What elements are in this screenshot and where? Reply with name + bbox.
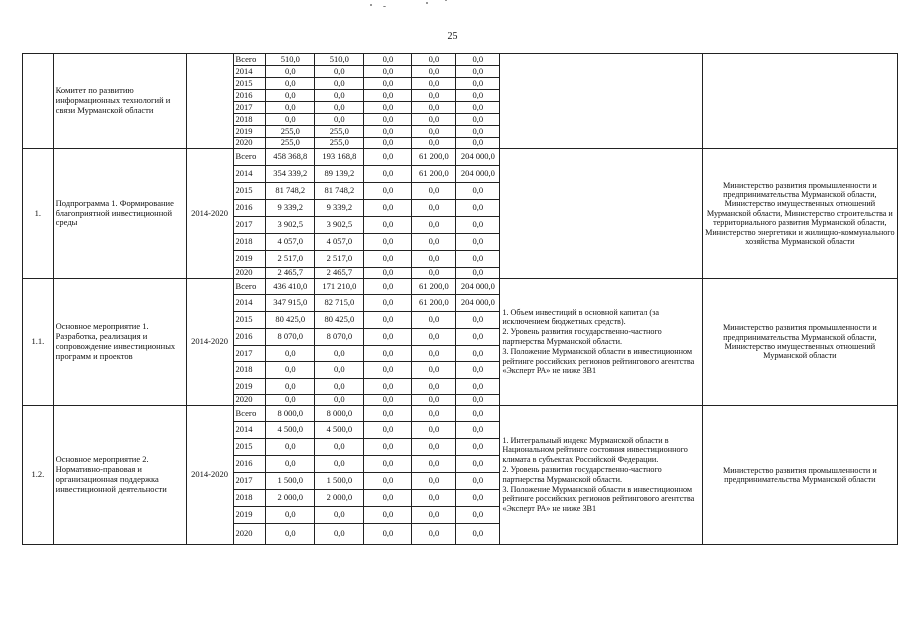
extrabudget-value: 204 000,0 (456, 166, 500, 183)
responsible-cell (702, 406, 897, 545)
indicators-cell-line: 1. Объем инвестиций в основной капитал (за исключением бюджетных средств). (502, 307, 660, 326)
federal-budget-value: 0,0 (364, 268, 412, 279)
federal-budget-value: 0,0 (364, 524, 412, 545)
regional-budget-value: 81 748,2 (315, 183, 364, 200)
federal-budget-value: 0,0 (364, 507, 412, 524)
indicators-cell-line: 2. Уровень развития государственно-частного партнерства Мурманской области. (502, 327, 662, 346)
responsible-cell (702, 279, 897, 406)
federal-budget-value: 0,0 (364, 406, 412, 422)
federal-budget-value: 0,0 (364, 439, 412, 456)
extrabudget-value: 204 000,0 (456, 279, 500, 295)
item-period: 2014-2020 (186, 149, 233, 279)
year-label: Всего (233, 279, 266, 295)
year-label: 2014 (233, 166, 266, 183)
year-label: 2019 (233, 126, 266, 138)
federal-budget-value: 0,0 (364, 166, 412, 183)
regional-budget-value: 0,0 (315, 507, 364, 524)
local-budget-value: 0,0 (412, 439, 456, 456)
extrabudget-value: 0,0 (456, 507, 500, 524)
local-budget-value: 0,0 (412, 524, 456, 545)
total-value: 2 000,0 (266, 490, 315, 507)
responsible-cell-line: Министерство развития промышленности и предпринимательства Мурманской области, Министерство имущественных отношений Мурманской области, Министерство строительства и территориального развития Мурманской области, Министерство энергетики и жилищно-коммунального хозяйства Мурманской области (705, 180, 895, 247)
extrabudget-value: 0,0 (456, 490, 500, 507)
local-budget-value: 0,0 (412, 200, 456, 217)
regional-budget-value: 0,0 (315, 395, 364, 406)
regional-budget-value: 1 500,0 (315, 473, 364, 490)
local-budget-value: 0,0 (412, 346, 456, 362)
year-label: 2015 (233, 439, 266, 456)
local-budget-value: 0,0 (412, 395, 456, 406)
regional-budget-value: 0,0 (315, 362, 364, 379)
extrabudget-value: 0,0 (456, 362, 500, 379)
year-label: 2020 (233, 395, 266, 406)
responsible-cell (702, 54, 897, 149)
year-label: 2014 (233, 422, 266, 439)
responsible-cell (702, 149, 897, 279)
item-name: Основное мероприятие 1. Разработка, реализация и сопровождение инвестиционных программ и проектов (53, 279, 186, 406)
program-table (22, 53, 898, 545)
local-budget-value: 0,0 (412, 329, 456, 346)
extrabudget-value: 204 000,0 (456, 295, 500, 312)
year-label: Всего (233, 406, 266, 422)
total-value: 0,0 (266, 507, 315, 524)
year-label: 2018 (233, 114, 266, 126)
regional-budget-value: 255,0 (315, 138, 364, 149)
federal-budget-value: 0,0 (364, 114, 412, 126)
local-budget-value: 0,0 (412, 251, 456, 268)
item-name: Подпрограмма 1. Формирование благоприятной инвестиционной среды (53, 149, 186, 279)
year-label: 2018 (233, 234, 266, 251)
regional-budget-value: 2 517,0 (315, 251, 364, 268)
indicators-cell-line: 3. Положение Мурманской области в инвестиционном рейтинге российских регионов рейтингового агентства «Эксперт РА» не ниже 3В1 (502, 484, 695, 513)
responsible-cell-line: Министерство развития промышленности и предпринимательства Мурманской области, Министерство имущественных отношений Мурманской области (722, 323, 877, 361)
federal-budget-value: 0,0 (364, 490, 412, 507)
total-value: 0,0 (266, 524, 315, 545)
year-label: 2016 (233, 200, 266, 217)
regional-budget-value: 0,0 (315, 90, 364, 102)
total-value: 0,0 (266, 114, 315, 126)
extrabudget-value: 0,0 (456, 346, 500, 362)
federal-budget-value: 0,0 (364, 217, 412, 234)
federal-budget-value: 0,0 (364, 295, 412, 312)
total-value: 436 410,0 (266, 279, 315, 295)
extrabudget-value: 0,0 (456, 422, 500, 439)
total-value: 81 748,2 (266, 183, 315, 200)
item-number (23, 54, 54, 149)
federal-budget-value: 0,0 (364, 149, 412, 166)
local-budget-value: 61 200,0 (412, 295, 456, 312)
regional-budget-value: 2 465,7 (315, 268, 364, 279)
local-budget-value: 0,0 (412, 490, 456, 507)
scan-speck (426, 2, 428, 4)
federal-budget-value: 0,0 (364, 66, 412, 78)
indicators-cell (500, 54, 702, 149)
federal-budget-value: 0,0 (364, 279, 412, 295)
year-label: 2016 (233, 456, 266, 473)
item-number: 1.1. (23, 279, 54, 406)
extrabudget-value: 0,0 (456, 439, 500, 456)
federal-budget-value: 0,0 (364, 78, 412, 90)
local-budget-value: 0,0 (412, 90, 456, 102)
federal-budget-value: 0,0 (364, 234, 412, 251)
total-value: 510,0 (266, 54, 315, 66)
year-label: 2016 (233, 329, 266, 346)
total-value: 0,0 (266, 346, 315, 362)
federal-budget-value: 0,0 (364, 456, 412, 473)
regional-budget-value: 4 057,0 (315, 234, 364, 251)
regional-budget-value: 0,0 (315, 456, 364, 473)
year-label: 2020 (233, 268, 266, 279)
table-row (23, 279, 898, 295)
year-label: 2019 (233, 379, 266, 395)
local-budget-value: 0,0 (412, 217, 456, 234)
federal-budget-value: 0,0 (364, 473, 412, 490)
indicators-cell-line: 1. Интегральный индекс Мурманской области в Национальном рейтинге состояния инвестиционного климата в субъектах Российской Федерации. (502, 435, 688, 464)
extrabudget-value: 0,0 (456, 66, 500, 78)
total-value: 1 500,0 (266, 473, 315, 490)
extrabudget-value: 0,0 (456, 406, 500, 422)
regional-budget-value: 8 070,0 (315, 329, 364, 346)
year-label: 2015 (233, 312, 266, 329)
regional-budget-value: 82 715,0 (315, 295, 364, 312)
total-value: 458 368,8 (266, 149, 315, 166)
regional-budget-value: 80 425,0 (315, 312, 364, 329)
federal-budget-value: 0,0 (364, 422, 412, 439)
federal-budget-value: 0,0 (364, 90, 412, 102)
local-budget-value: 0,0 (412, 473, 456, 490)
item-number: 1. (23, 149, 54, 279)
indicators-cell (500, 279, 702, 406)
local-budget-value: 0,0 (412, 406, 456, 422)
regional-budget-value: 255,0 (315, 126, 364, 138)
item-period: 2014-2020 (186, 406, 233, 545)
regional-budget-value: 3 902,5 (315, 217, 364, 234)
extrabudget-value: 0,0 (456, 114, 500, 126)
item-name: Комитет по развитию информационных технологий и связи Мурманской области (53, 54, 186, 149)
scan-speck (370, 4, 372, 6)
regional-budget-value: 8 000,0 (315, 406, 364, 422)
scan-speck (383, 6, 386, 7)
extrabudget-value: 0,0 (456, 78, 500, 90)
year-label: 2019 (233, 251, 266, 268)
year-label: 2020 (233, 524, 266, 545)
regional-budget-value: 0,0 (315, 102, 364, 114)
extrabudget-value: 0,0 (456, 312, 500, 329)
total-value: 2 465,7 (266, 268, 315, 279)
total-value: 255,0 (266, 126, 315, 138)
year-label: 2019 (233, 507, 266, 524)
indicators-cell (500, 149, 702, 279)
table-row (23, 54, 898, 66)
responsible-cell-line: Министерство развития промышленности и предпринимательства Мурманской области (722, 465, 877, 484)
extrabudget-value: 0,0 (456, 217, 500, 234)
extrabudget-value: 0,0 (456, 90, 500, 102)
local-budget-value: 61 200,0 (412, 279, 456, 295)
regional-budget-value: 0,0 (315, 439, 364, 456)
total-value: 4 057,0 (266, 234, 315, 251)
table-row (23, 149, 898, 166)
local-budget-value: 0,0 (412, 312, 456, 329)
federal-budget-value: 0,0 (364, 54, 412, 66)
regional-budget-value: 0,0 (315, 346, 364, 362)
local-budget-value: 0,0 (412, 379, 456, 395)
year-label: 2018 (233, 362, 266, 379)
federal-budget-value: 0,0 (364, 312, 412, 329)
year-label: 2015 (233, 78, 266, 90)
local-budget-value: 0,0 (412, 507, 456, 524)
item-number: 1.2. (23, 406, 54, 545)
item-period (186, 54, 233, 149)
extrabudget-value: 0,0 (456, 183, 500, 200)
local-budget-value: 0,0 (412, 422, 456, 439)
federal-budget-value: 0,0 (364, 346, 412, 362)
year-label: 2014 (233, 66, 266, 78)
item-period: 2014-2020 (186, 279, 233, 406)
indicators-cell-line: 3. Положение Мурманской области в инвестиционном рейтинге российских регионов рейтингового агентства «Эксперт РА» не ниже 3В1 (502, 347, 695, 376)
local-budget-value: 0,0 (412, 78, 456, 90)
extrabudget-value: 0,0 (456, 329, 500, 346)
total-value: 0,0 (266, 102, 315, 114)
total-value: 0,0 (266, 362, 315, 379)
local-budget-value: 0,0 (412, 362, 456, 379)
extrabudget-value: 204 000,0 (456, 149, 500, 166)
extrabudget-value: 0,0 (456, 395, 500, 406)
total-value: 80 425,0 (266, 312, 315, 329)
regional-budget-value: 2 000,0 (315, 490, 364, 507)
year-label: 2017 (233, 102, 266, 114)
year-label: 2018 (233, 490, 266, 507)
local-budget-value: 0,0 (412, 138, 456, 149)
federal-budget-value: 0,0 (364, 126, 412, 138)
extrabudget-value: 0,0 (456, 268, 500, 279)
federal-budget-value: 0,0 (364, 183, 412, 200)
federal-budget-value: 0,0 (364, 329, 412, 346)
total-value: 9 339,2 (266, 200, 315, 217)
local-budget-value: 0,0 (412, 102, 456, 114)
local-budget-value: 0,0 (412, 268, 456, 279)
total-value: 255,0 (266, 138, 315, 149)
item-name: Основное мероприятие 2. Нормативно-правовая и организационная поддержка инвестиционной деятельности (53, 406, 186, 545)
total-value: 3 902,5 (266, 217, 315, 234)
total-value: 4 500,0 (266, 422, 315, 439)
regional-budget-value: 9 339,2 (315, 200, 364, 217)
indicators-cell-line: 2. Уровень развития государственно-частного партнерства Мурманской области. (502, 465, 662, 484)
year-label: 2017 (233, 217, 266, 234)
regional-budget-value: 0,0 (315, 114, 364, 126)
federal-budget-value: 0,0 (364, 362, 412, 379)
extrabudget-value: 0,0 (456, 251, 500, 268)
federal-budget-value: 0,0 (364, 138, 412, 149)
local-budget-value: 0,0 (412, 114, 456, 126)
regional-budget-value: 0,0 (315, 524, 364, 545)
local-budget-value: 0,0 (412, 183, 456, 200)
total-value: 8 070,0 (266, 329, 315, 346)
federal-budget-value: 0,0 (364, 102, 412, 114)
total-value: 0,0 (266, 66, 315, 78)
year-label: 2015 (233, 183, 266, 200)
federal-budget-value: 0,0 (364, 379, 412, 395)
local-budget-value: 0,0 (412, 66, 456, 78)
local-budget-value: 0,0 (412, 126, 456, 138)
year-label: Всего (233, 54, 266, 66)
total-value: 347 915,0 (266, 295, 315, 312)
regional-budget-value: 0,0 (315, 66, 364, 78)
federal-budget-value: 0,0 (364, 251, 412, 268)
total-value: 8 000,0 (266, 406, 315, 422)
total-value: 0,0 (266, 90, 315, 102)
total-value: 354 339,2 (266, 166, 315, 183)
total-value: 0,0 (266, 439, 315, 456)
extrabudget-value: 0,0 (456, 524, 500, 545)
extrabudget-value: 0,0 (456, 379, 500, 395)
extrabudget-value: 0,0 (456, 234, 500, 251)
regional-budget-value: 510,0 (315, 54, 364, 66)
year-label: Всего (233, 149, 266, 166)
local-budget-value: 61 200,0 (412, 149, 456, 166)
extrabudget-value: 0,0 (456, 138, 500, 149)
extrabudget-value: 0,0 (456, 54, 500, 66)
extrabudget-value: 0,0 (456, 473, 500, 490)
scan-speck (445, 0, 447, 1)
year-label: 2020 (233, 138, 266, 149)
extrabudget-value: 0,0 (456, 126, 500, 138)
year-label: 2017 (233, 473, 266, 490)
local-budget-value: 0,0 (412, 234, 456, 251)
regional-budget-value: 0,0 (315, 379, 364, 395)
regional-budget-value: 171 210,0 (315, 279, 364, 295)
regional-budget-value: 0,0 (315, 78, 364, 90)
federal-budget-value: 0,0 (364, 395, 412, 406)
federal-budget-value: 0,0 (364, 200, 412, 217)
regional-budget-value: 89 139,2 (315, 166, 364, 183)
local-budget-value: 0,0 (412, 456, 456, 473)
year-label: 2017 (233, 346, 266, 362)
extrabudget-value: 0,0 (456, 456, 500, 473)
page-number: 25 (447, 31, 458, 42)
total-value: 0,0 (266, 78, 315, 90)
regional-budget-value: 4 500,0 (315, 422, 364, 439)
table-row (23, 406, 898, 422)
year-label: 2016 (233, 90, 266, 102)
regional-budget-value: 193 168,8 (315, 149, 364, 166)
total-value: 2 517,0 (266, 251, 315, 268)
local-budget-value: 61 200,0 (412, 166, 456, 183)
extrabudget-value: 0,0 (456, 200, 500, 217)
year-label: 2014 (233, 295, 266, 312)
indicators-cell (500, 406, 702, 545)
total-value: 0,0 (266, 395, 315, 406)
local-budget-value: 0,0 (412, 54, 456, 66)
total-value: 0,0 (266, 379, 315, 395)
table-body (23, 54, 898, 545)
total-value: 0,0 (266, 456, 315, 473)
extrabudget-value: 0,0 (456, 102, 500, 114)
